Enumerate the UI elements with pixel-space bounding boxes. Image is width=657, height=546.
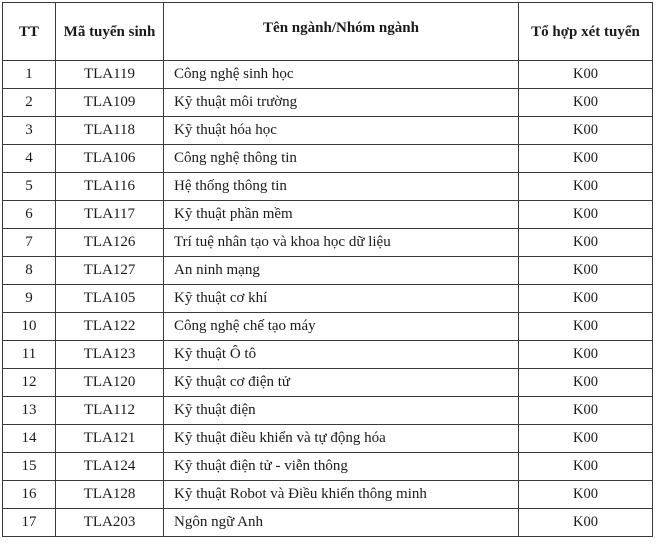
table-row: [3, 369, 653, 397]
admissions-table: [2, 2, 653, 537]
subject-combination: K00: [519, 397, 653, 425]
table-row: [3, 257, 653, 285]
admission-code: TLA105: [56, 285, 164, 313]
subject-combination: K00: [519, 89, 653, 117]
row-number: 16: [3, 481, 56, 509]
subject-combination: K00: [519, 229, 653, 257]
admission-code: TLA124: [56, 453, 164, 481]
table-row: [3, 61, 653, 89]
admission-code: TLA112: [56, 397, 164, 425]
program-name: Kỹ thuật điện: [164, 397, 519, 425]
table-row: [3, 509, 653, 537]
table-row: [3, 229, 653, 257]
admission-code: TLA126: [56, 229, 164, 257]
subject-combination: K00: [519, 285, 653, 313]
program-name: Kỹ thuật cơ điện tử: [164, 369, 519, 397]
table-row: [3, 425, 653, 453]
program-name: Ngôn ngữ Anh: [164, 509, 519, 537]
admission-code: TLA127: [56, 257, 164, 285]
program-name: Kỹ thuật Ô tô: [164, 341, 519, 369]
row-number: 15: [3, 453, 56, 481]
admission-code: TLA120: [56, 369, 164, 397]
admission-code: TLA122: [56, 313, 164, 341]
row-number: 7: [3, 229, 56, 257]
program-name: Công nghệ sinh học: [164, 61, 519, 89]
admission-code: TLA123: [56, 341, 164, 369]
subject-combination: K00: [519, 369, 653, 397]
row-number: 11: [3, 341, 56, 369]
subject-combination: K00: [519, 145, 653, 173]
row-number: 10: [3, 313, 56, 341]
program-name: Kỹ thuật môi trường: [164, 89, 519, 117]
row-number: 8: [3, 257, 56, 285]
subject-combination: K00: [519, 425, 653, 453]
subject-combination: K00: [519, 509, 653, 537]
header-combination: Tổ hợp xét tuyển: [519, 3, 653, 61]
program-name: Hệ thống thông tin: [164, 173, 519, 201]
subject-combination: K00: [519, 313, 653, 341]
program-name: Kỹ thuật cơ khí: [164, 285, 519, 313]
table-row: [3, 341, 653, 369]
subject-combination: K00: [519, 341, 653, 369]
admission-code: TLA203: [56, 509, 164, 537]
row-number: 5: [3, 173, 56, 201]
row-number: 13: [3, 397, 56, 425]
row-number: 1: [3, 61, 56, 89]
table-row: [3, 201, 653, 229]
table-row: [3, 145, 653, 173]
table-row: [3, 173, 653, 201]
program-name: Kỹ thuật Robot và Điều khiển thông minh: [164, 481, 519, 509]
subject-combination: K00: [519, 453, 653, 481]
row-number: 14: [3, 425, 56, 453]
subject-combination: K00: [519, 173, 653, 201]
row-number: 2: [3, 89, 56, 117]
table-row: [3, 397, 653, 425]
admission-code: TLA117: [56, 201, 164, 229]
row-number: 17: [3, 509, 56, 537]
subject-combination: K00: [519, 61, 653, 89]
table-body: [3, 61, 653, 537]
program-name: An ninh mạng: [164, 257, 519, 285]
program-name: Kỹ thuật phần mềm: [164, 201, 519, 229]
program-name: Trí tuệ nhân tạo và khoa học dữ liệu: [164, 229, 519, 257]
program-name: Kỹ thuật điều khiển và tự động hóa: [164, 425, 519, 453]
row-number: 6: [3, 201, 56, 229]
subject-combination: K00: [519, 257, 653, 285]
admission-code: TLA121: [56, 425, 164, 453]
table-row: [3, 89, 653, 117]
header-program: Tên ngành/Nhóm ngành: [164, 3, 519, 61]
admission-code: TLA128: [56, 481, 164, 509]
header-row: [3, 3, 653, 61]
subject-combination: K00: [519, 201, 653, 229]
admission-code: TLA109: [56, 89, 164, 117]
subject-combination: K00: [519, 117, 653, 145]
program-name: Công nghệ chế tạo máy: [164, 313, 519, 341]
admission-code: TLA118: [56, 117, 164, 145]
row-number: 12: [3, 369, 56, 397]
program-name: Kỹ thuật hóa học: [164, 117, 519, 145]
program-name: Công nghệ thông tin: [164, 145, 519, 173]
table-row: [3, 313, 653, 341]
table-row: [3, 481, 653, 509]
admission-code: TLA106: [56, 145, 164, 173]
subject-combination: K00: [519, 481, 653, 509]
row-number: 4: [3, 145, 56, 173]
row-number: 9: [3, 285, 56, 313]
admission-code: TLA116: [56, 173, 164, 201]
header-code: Mã tuyển sinh: [56, 3, 164, 61]
admission-code: TLA119: [56, 61, 164, 89]
program-name: Kỹ thuật điện tử - viễn thông: [164, 453, 519, 481]
row-number: 3: [3, 117, 56, 145]
header-tt: TT: [3, 3, 56, 61]
table-row: [3, 117, 653, 145]
table-row: [3, 453, 653, 481]
table-row: [3, 285, 653, 313]
